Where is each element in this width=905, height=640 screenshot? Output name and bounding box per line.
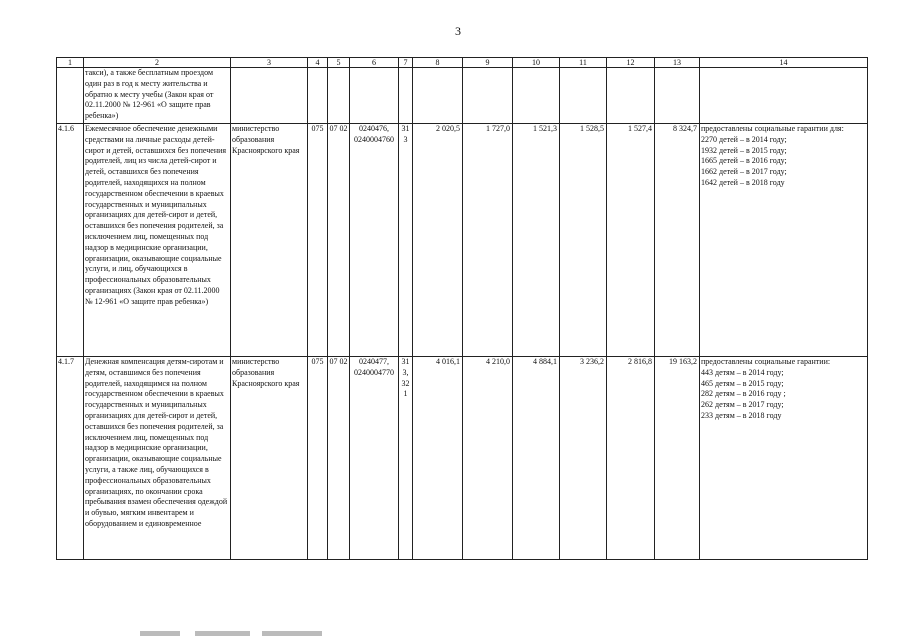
rzpr-code xyxy=(328,68,350,124)
column-header: 1 xyxy=(57,58,84,68)
amount-total: 8 324,7 xyxy=(655,124,700,357)
ministry xyxy=(231,68,308,124)
expected-result: предоставлены социальные гарантии для: 2270 детей – в 2014 году; 1932 детей – в 2015 году; 1665 детей – в 2016 году; 1662 детей – в 2017 году; 1642 детей – в 2018 году xyxy=(700,124,868,357)
column-header: 7 xyxy=(399,58,413,68)
page-number: 3 xyxy=(455,24,461,38)
amount-2014: 4 016,1 xyxy=(413,357,463,560)
csr-code: 0240477, 0240004770 xyxy=(350,357,399,560)
ministry: министерство образования Красноярского края xyxy=(231,357,308,560)
column-header: 2 xyxy=(84,58,231,68)
table-row xyxy=(57,124,868,357)
column-header: 4 xyxy=(308,58,328,68)
amount-2017: 3 236,2 xyxy=(560,357,607,560)
amount-2015: 1 727,0 xyxy=(463,124,513,357)
column-header: 9 xyxy=(463,58,513,68)
column-header: 5 xyxy=(328,58,350,68)
csr-code: 0240476, 0240004760 xyxy=(350,124,399,357)
column-header: 13 xyxy=(655,58,700,68)
scan-artifact xyxy=(195,631,250,636)
amount-2014: 2 020,5 xyxy=(413,124,463,357)
amount-2018: 2 816,8 xyxy=(607,357,655,560)
header-row xyxy=(57,58,868,68)
amount-2018 xyxy=(607,68,655,124)
grbs-code: 075 xyxy=(308,124,328,357)
vr-code: 313, 321 xyxy=(399,357,413,560)
activity-name: Денежная компенсация детям-сиротам и детям, оставшимся без попечения родителей, находящимся на полном государственном обеспечении в краевых государственных и муниципальных организациях для детей-сирот и детей, оставшихся без попечения родителей, за исключением лиц, помещенных под надзор в медицинские организации, организации, оказывающие социальные услуги, а также лиц, обучающихся в профессиональных образовательных организациях, по окончании срока пребывания взамен обеспечения одеждой и обувью, мягким инвентарем и оборудованием и единовременное xyxy=(84,357,231,560)
expected-result: предоставлены социальные гарантии: 443 детям – в 2014 году; 465 детям – в 2015 году; 282 детям – в 2016 году ; 262 детям – в 2017 году; 233 детям – в 2018 году xyxy=(700,357,868,560)
vr-code: 313 xyxy=(399,124,413,357)
column-header: 6 xyxy=(350,58,399,68)
item-number xyxy=(57,68,84,124)
amount-2018: 1 527,4 xyxy=(607,124,655,357)
amount-2015 xyxy=(463,68,513,124)
amount-2015: 4 210,0 xyxy=(463,357,513,560)
scan-artifact xyxy=(140,631,180,636)
amount-2017 xyxy=(560,68,607,124)
csr-code xyxy=(350,68,399,124)
column-header: 10 xyxy=(513,58,560,68)
program-activities-table xyxy=(56,57,868,560)
table-row xyxy=(57,68,868,124)
item-number: 4.1.6 xyxy=(57,124,84,357)
column-header: 8 xyxy=(413,58,463,68)
scan-artifact xyxy=(262,631,322,636)
amount-2016: 1 521,3 xyxy=(513,124,560,357)
amount-total: 19 163,2 xyxy=(655,357,700,560)
column-header: 11 xyxy=(560,58,607,68)
item-number: 4.1.7 xyxy=(57,357,84,560)
amount-total xyxy=(655,68,700,124)
vr-code xyxy=(399,68,413,124)
grbs-code: 075 xyxy=(308,357,328,560)
amount-2017: 1 528,5 xyxy=(560,124,607,357)
column-header: 14 xyxy=(700,58,868,68)
column-header: 12 xyxy=(607,58,655,68)
activity-name: такси), а также бесплатным проездом один раз в год к месту жительства и обратно к месту учебы (Закон края от 02.11.2000 № 12-961 «О защите прав ребенка») xyxy=(84,68,231,124)
grbs-code xyxy=(308,68,328,124)
amount-2016: 4 884,1 xyxy=(513,357,560,560)
activity-name: Ежемесячное обеспечение денежными средствами на личные расходы детей-сирот и детей, оставшихся без попечения родителей, лиц из числа детей-сирот и детей, оставшихся без попечения родителей, находящихся на полном государственном обеспечении в краевых государственных и муниципальных организациях для детей-сирот и детей, оставшихся без попечения родителей, за исключением лиц, помещенных под надзор в медицинские организации, организации, оказывающие социальные услуги, и лиц, обучающихся в профессиональных образовательных организациях (Закон края от 02.11.2000 № 12-961 «О защите прав ребенка») xyxy=(84,124,231,357)
rzpr-code: 07 02 xyxy=(328,124,350,357)
amount-2014 xyxy=(413,68,463,124)
rzpr-code: 07 02 xyxy=(328,357,350,560)
column-header: 3 xyxy=(231,58,308,68)
table-row xyxy=(57,357,868,560)
amount-2016 xyxy=(513,68,560,124)
ministry: министерство образования Красноярского края xyxy=(231,124,308,357)
expected-result xyxy=(700,68,868,124)
